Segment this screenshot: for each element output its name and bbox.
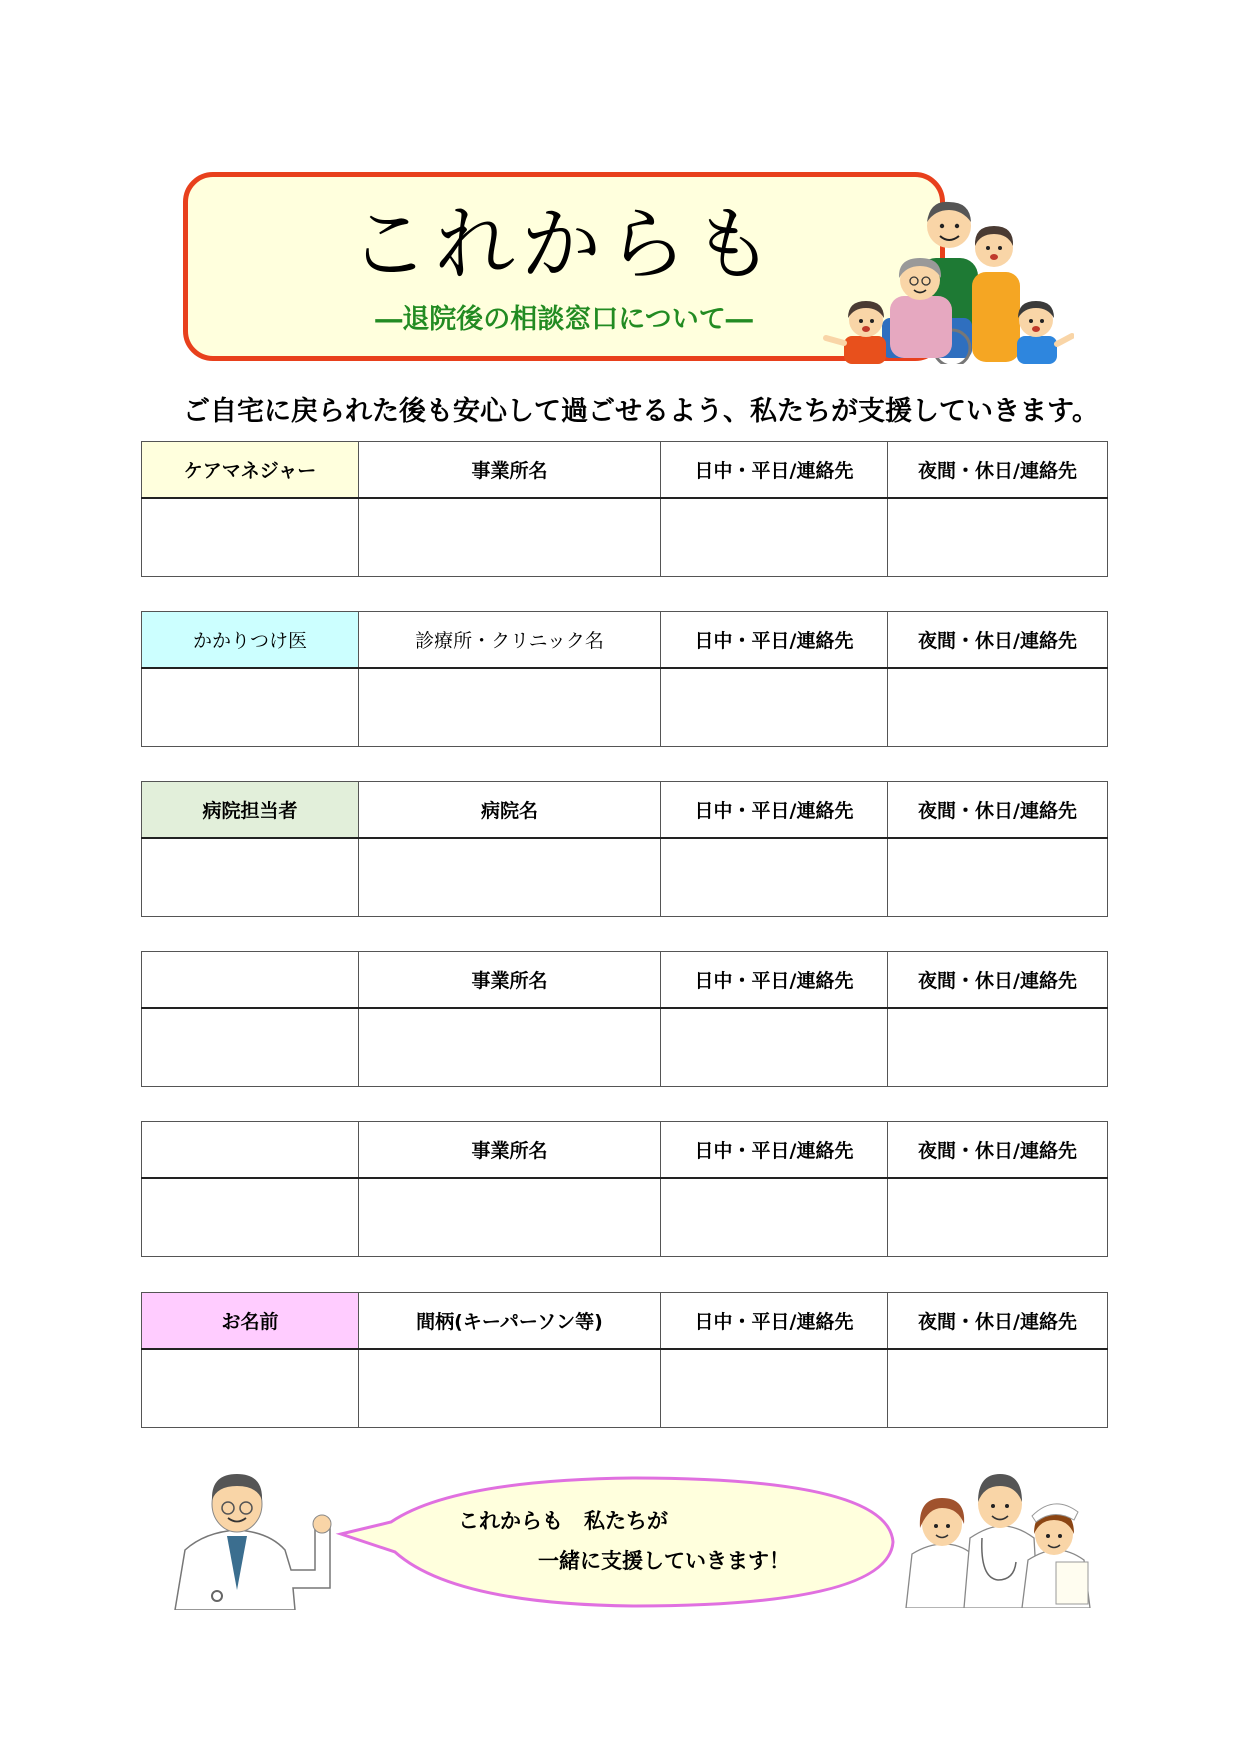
header-cell-name: 病院名 — [359, 782, 661, 839]
contact-table-care-manager — [141, 441, 1108, 577]
input-cell-night[interactable] — [888, 1349, 1108, 1428]
input-cell-name[interactable] — [359, 668, 661, 747]
medical-staff-illustration-icon — [898, 1468, 1093, 1608]
table-header-row — [142, 1293, 1108, 1350]
header-cell-night: 夜間・休日/連絡先 — [888, 1122, 1108, 1179]
label-cell: かかりつけ医 — [142, 612, 359, 669]
input-cell-person[interactable] — [142, 668, 359, 747]
header-cell-daytime: 日中・平日/連絡先 — [661, 1122, 888, 1179]
bubble-text-line1: これからも 私たちが — [458, 1509, 668, 1533]
input-cell-daytime[interactable] — [661, 668, 888, 747]
contact-table-blank-2 — [141, 1121, 1108, 1257]
input-cell-night[interactable] — [888, 1178, 1108, 1257]
table-header-row — [142, 782, 1108, 839]
input-cell-daytime[interactable] — [661, 498, 888, 577]
contact-table-blank-1 — [141, 951, 1108, 1087]
header-cell-night: 夜間・休日/連絡先 — [888, 612, 1108, 669]
family-illustration-icon — [822, 188, 1074, 364]
label-cell: 病院担当者 — [142, 782, 359, 839]
table-row — [142, 498, 1108, 577]
header-cell-daytime: 日中・平日/連絡先 — [661, 782, 888, 839]
table-header-row — [142, 612, 1108, 669]
header-cell-night: 夜間・休日/連絡先 — [888, 442, 1108, 499]
contact-table-family-member — [141, 1292, 1108, 1428]
contact-table-family-doctor — [141, 611, 1108, 747]
input-cell-person[interactable] — [142, 1349, 359, 1428]
label-cell: お名前 — [142, 1293, 359, 1350]
input-cell-name[interactable] — [359, 1178, 661, 1257]
input-cell-daytime[interactable] — [661, 1008, 888, 1087]
input-cell-relationship[interactable] — [359, 1349, 661, 1428]
table-header-row — [142, 952, 1108, 1009]
header-cell-name: 事業所名 — [359, 1122, 661, 1179]
header-cell-name: 事業所名 — [359, 442, 661, 499]
header-cell-name: 事業所名 — [359, 952, 661, 1009]
table-row — [142, 1008, 1108, 1087]
input-cell-night[interactable] — [888, 838, 1108, 917]
table-row — [142, 668, 1108, 747]
table-header-row — [142, 442, 1108, 499]
input-cell-person[interactable] — [142, 838, 359, 917]
input-cell-daytime[interactable] — [661, 1349, 888, 1428]
table-row — [142, 1178, 1108, 1257]
doctor-illustration-icon — [165, 1470, 340, 1610]
table-header-row — [142, 1122, 1108, 1179]
input-cell-night[interactable] — [888, 668, 1108, 747]
input-cell-person[interactable] — [142, 1178, 359, 1257]
header-cell-night: 夜間・休日/連絡先 — [888, 1293, 1108, 1350]
header-cell-night: 夜間・休日/連絡先 — [888, 952, 1108, 1009]
input-cell-daytime[interactable] — [661, 1178, 888, 1257]
input-cell-person[interactable] — [142, 498, 359, 577]
header-cell-daytime: 日中・平日/連絡先 — [661, 1293, 888, 1350]
input-cell-daytime[interactable] — [661, 838, 888, 917]
speech-bubble — [333, 1474, 898, 1610]
table-row — [142, 838, 1108, 917]
header-cell-daytime: 日中・平日/連絡先 — [661, 612, 888, 669]
header-cell-night: 夜間・休日/連絡先 — [888, 782, 1108, 839]
input-cell-night[interactable] — [888, 1008, 1108, 1087]
header-cell-daytime: 日中・平日/連絡先 — [661, 952, 888, 1009]
banner-title: これからも — [349, 198, 779, 291]
input-cell-night[interactable] — [888, 498, 1108, 577]
header-cell-daytime: 日中・平日/連絡先 — [661, 442, 888, 499]
contact-table-hospital-staff — [141, 781, 1108, 917]
input-cell-person[interactable] — [142, 1008, 359, 1087]
banner-subtitle: ―退院後の相談窓口について― — [375, 304, 753, 335]
header-cell-name: 診療所・クリニック名 — [359, 612, 661, 669]
table-row — [142, 1349, 1108, 1428]
lead-text: ご自宅に戻られた後も安心して過ごせるよう、私たちが支援していきます。 — [183, 396, 1099, 427]
bubble-text-line2: 一緒に支援していきます！ — [538, 1549, 790, 1573]
header-cell-relationship: 間柄(キーパーソン等) — [359, 1293, 661, 1350]
input-cell-name[interactable] — [359, 1008, 661, 1087]
label-cell: ケアマネジャー — [142, 442, 359, 499]
label-cell[interactable] — [142, 952, 359, 1009]
label-cell[interactable] — [142, 1122, 359, 1179]
input-cell-name[interactable] — [359, 838, 661, 917]
input-cell-name[interactable] — [359, 498, 661, 577]
